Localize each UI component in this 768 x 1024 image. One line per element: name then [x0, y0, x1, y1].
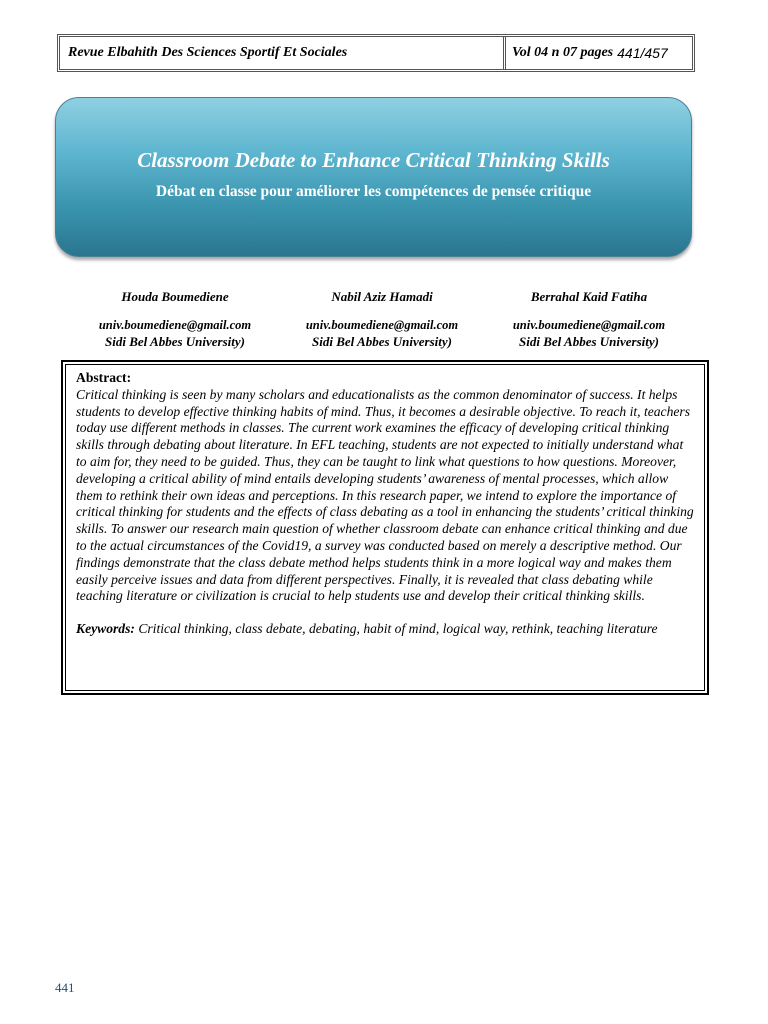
author-2	[279, 289, 485, 350]
author-email[interactable]: univ.boumediene@gmail.com	[512, 318, 666, 332]
author-email[interactable]: univ.boumediene@gmail.com	[98, 318, 252, 332]
author-affiliation: Sidi Bel Abbes University)	[519, 334, 659, 349]
page-range: 441/457	[617, 45, 668, 61]
journal-header	[57, 34, 695, 72]
volume-info	[506, 37, 692, 69]
author-1	[72, 289, 278, 350]
page-number: 441	[55, 980, 75, 995]
author-list	[72, 289, 692, 350]
paper-title-english: Classroom Debate to Enhance Critical Thinking Skills	[137, 148, 610, 172]
abstract-text: Critical thinking is seen by many scholars and educationalists as the common denominator of success. It helps students to develop effective thinking habits of mind. Thus, it becomes a desirable objective. To reach it, teachers today use different methods in classes. The current work examines the efficacy of developing critical thinking skills through debating about literature. In EFL teaching, students are not expected to initially understand what to aim for, they need to be guided. Thus, they can be taught to link what questions to how questions. Moreover, developing a critical ability of mind entails developing students’ awareness of mental processes, which allow them to rethink their own ideas and perceptions. In this research paper, we intend to explore the importance of critical thinking for students and the effects of class debating as a tool in enhancing the students’ critical thinking skills. To answer our research main question of whether classroom debate can enhance critical thinking and due to the actual circumstances of the Covid19, a survey was conducted based on merely a descriptive method. Our findings demonstrate that the class debate method helps students think in a more logical way and makes them easily perceive issues and data from different perspectives. Finally, it is revealed that class debating while teaching literature or civilization is crucial to help students use and develop their critical thinking skills.	[76, 386, 694, 604]
paper-title-french: Débat en classe pour améliorer les compétences de pensée critique	[155, 183, 592, 200]
author-email[interactable]: univ.boumediene@gmail.com	[305, 318, 459, 332]
keywords-text: Critical thinking, class debate, debating, habit of mind, logical way, rethink, teaching literature	[138, 621, 658, 637]
volume-label: Vol 04 n 07 pages	[512, 45, 614, 60]
author-affiliation: Sidi Bel Abbes University)	[105, 334, 245, 349]
title-banner	[55, 97, 692, 257]
author-name: Houda Boumediene	[121, 289, 229, 304]
author-name: Berrahal Kaid Fatiha	[530, 289, 648, 304]
abstract-box	[62, 361, 708, 694]
journal-name: Revue Elbahith Des Sciences Sportif Et Sociales	[60, 37, 506, 69]
keywords	[76, 621, 694, 638]
keywords-label: Keywords:	[76, 621, 135, 637]
author-3	[486, 289, 692, 350]
author-affiliation: Sidi Bel Abbes University)	[312, 334, 452, 349]
author-name: Nabil Aziz Hamadi	[331, 289, 433, 304]
abstract-heading: Abstract:	[76, 370, 132, 385]
